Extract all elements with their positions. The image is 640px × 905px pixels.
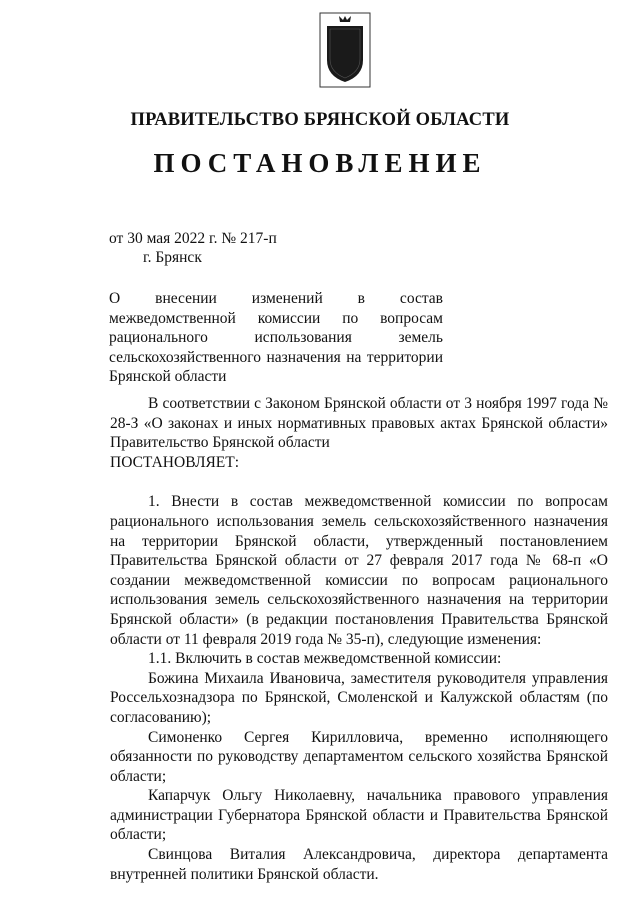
organization-name: ПРАВИТЕЛЬСТВО БРЯНСКОЙ ОБЛАСТИ (130, 110, 510, 130)
member-paragraph: Симоненко Сергея Кирилловича, временно исполняющего обязанности по руководству департаментом сельского хозяйства Брянской области; (110, 728, 608, 785)
spacer (110, 472, 608, 492)
document-city: г. Брянск (143, 249, 202, 266)
document-body (110, 394, 608, 884)
resolves-heading: ПОСТАНОВЛЯЕТ: (110, 453, 240, 471)
member-paragraph: Капарчук Ольгу Николаевну, начальника правового управления администрации Губернатора Брянской области и Правительства Брянской области; (110, 787, 608, 844)
item-1-1-paragraph: 1.1. Включить в состав межведомственной комиссии: (148, 650, 502, 668)
document-date-number: от 30 мая 2022 г. № 217-п (109, 230, 277, 247)
member-paragraph: Божина Михаила Ивановича, заместителя руководителя управления Россельхознадзора по Брянской, Смоленской и Калужской областям (по согласованию); (110, 669, 608, 726)
coat-of-arms-emblem (319, 12, 371, 88)
item-1-paragraph: 1. Внести в состав межведомственной комиссии по вопросам рационального использования земель сельскохозяйственного назначения на территории Брянской области, утвержденный постановлением Правительства Брянской области от 27 февраля 2017 года № 68-п «О создании межведомственной комиссии по вопросам рационального использования земель сельскохозяйственного назначения на территории Брянской области» (в редакции постановления Правительства Брянской области от 11 февраля 2019 года № 35-п), следующие изменения: (110, 493, 608, 648)
preamble-paragraph: В соответствии с Законом Брянской области от 3 ноября 1997 года № 28-З «О законах и иных нормативных правовых актах Брянской области» Правительство Брянской области (110, 395, 608, 452)
document-subject: О внесении изменений в состав межведомственной комиссии по вопросам рационального использования земель сельскохозяйственного назначения на территории Брянской области (109, 290, 443, 386)
member-paragraph: Свинцова Виталия Александровича, директора департамента внутренней политики Брянской области. (110, 846, 608, 883)
document-type-title: ПОСТАНОВЛЕНИЕ (153, 148, 487, 178)
